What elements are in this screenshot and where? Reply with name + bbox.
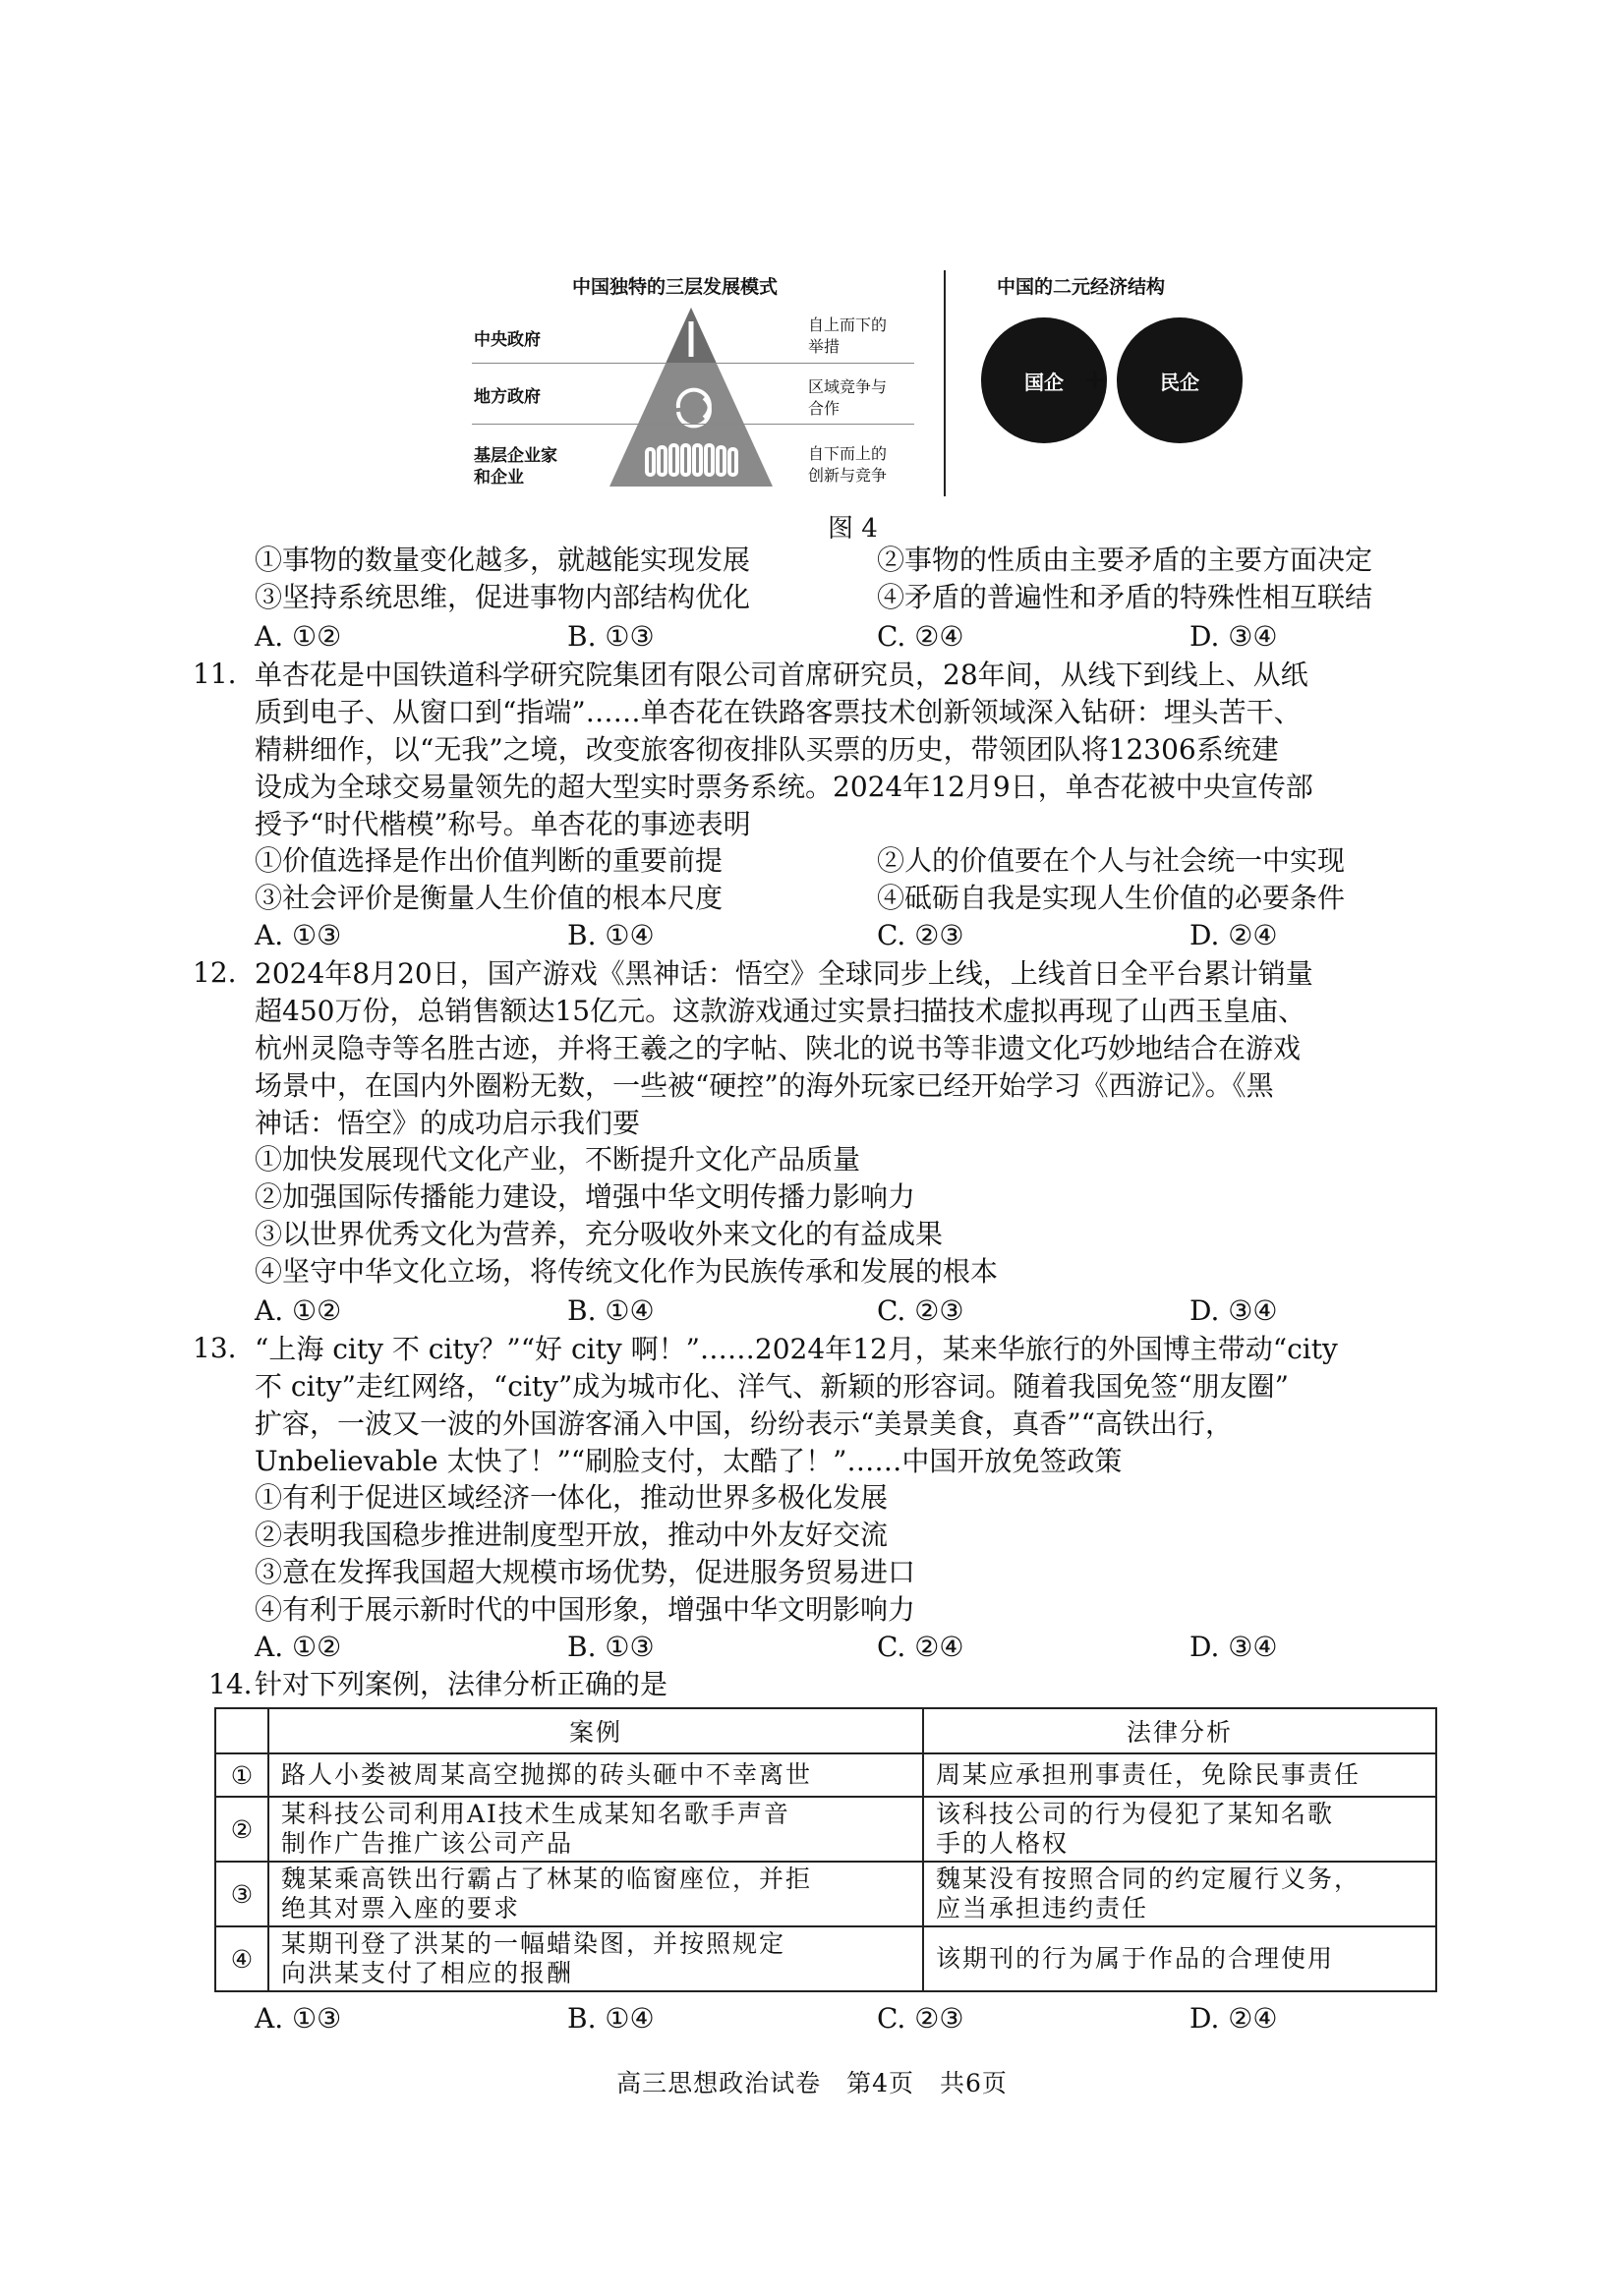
q12-number: 12. <box>193 956 237 989</box>
q12-stem-line: 杭州灵隐寺等名胜古迹，并将王羲之的字帖、陕北的说书等非遗文化巧妙地结合在游戏 <box>255 1032 1302 1064</box>
row-analysis-line: 手的人格权 <box>936 1829 1070 1858</box>
q12-option-4: ④坚守中华文化立场，将传统文化作为民族传承和发展的根本 <box>255 1255 999 1288</box>
table-row <box>215 1926 1436 1991</box>
level-central-government: 中央政府 <box>474 330 541 350</box>
q10-option-4: ④矛盾的普遍性和矛盾的特殊性相互联结 <box>877 581 1373 613</box>
q10-choice-c[interactable]: C. ②④ <box>877 620 964 653</box>
q14-choice-b[interactable]: B. ①④ <box>567 2002 655 2035</box>
row-index: ③ <box>215 1862 268 1926</box>
row-analysis <box>923 1862 1436 1926</box>
row-case-line: 制作广告推广该公司产品 <box>281 1829 574 1858</box>
divider-line <box>472 424 914 425</box>
level-desc-2-line2: 合作 <box>808 399 841 418</box>
table-row <box>215 1797 1436 1862</box>
q13-choice-a[interactable]: A. ①② <box>255 1631 342 1663</box>
level-grassroots-line2: 和企业 <box>474 468 524 488</box>
row-case <box>268 1926 923 1991</box>
row-index: ④ <box>215 1926 268 1991</box>
row-analysis: 周某应承担刑事责任，免除民事责任 <box>923 1753 1436 1797</box>
plus-sign: + <box>1083 363 1107 395</box>
q13-option-1: ①有利于促进区域经济一体化，推动世界多极化发展 <box>255 1481 889 1514</box>
q14-stem: 针对下列案例，法律分析正确的是 <box>255 1668 668 1700</box>
q11-option-2: ②人的价值要在个人与社会统一中实现 <box>877 844 1346 877</box>
state-enterprise-circle: 国企 <box>981 317 1107 443</box>
figure-left-title: 中国独特的三层发展模式 <box>572 276 779 298</box>
figure-caption: 图 4 <box>828 514 878 544</box>
divider-line <box>472 363 914 364</box>
q14-choice-d[interactable]: D. ②④ <box>1189 2002 1278 2035</box>
q14-choice-a[interactable]: A. ①③ <box>255 2002 342 2035</box>
level-desc-3-line1: 自下而上的 <box>808 444 888 463</box>
q10-option-3: ③坚持系统思维，促进事物内部结构优化 <box>255 581 751 613</box>
page-footer: 高三思想政治试卷 第4页 共6页 <box>616 2069 1008 2097</box>
table-row <box>215 1753 1436 1797</box>
table-row <box>215 1862 1436 1926</box>
level-local-government: 地方政府 <box>474 387 541 407</box>
q11-stem-line: 质到电子、从窗口到“指端”……单杏花在铁路客票技术创新领域深入钻研：埋头苦干、 <box>255 696 1302 728</box>
row-case-line: 某科技公司利用AI技术生成某知名歌手声音 <box>281 1800 790 1828</box>
q12-choice-c[interactable]: C. ②③ <box>877 1294 964 1327</box>
q12-stem-line: 场景中，在国内外圈粉无数，一些被“硬控”的海外玩家已经开始学习《西游记》。《黑 <box>255 1069 1274 1102</box>
row-case <box>268 1797 923 1862</box>
q13-stem-line: 不 city”走红网络，“city”成为城市化、洋气、新颖的形容词。随着我国免签“朋友圈” <box>255 1370 1289 1403</box>
q10-option-1: ①事物的数量变化越多，就越能实现发展 <box>255 544 751 576</box>
q13-choice-c[interactable]: C. ②④ <box>877 1631 964 1663</box>
q12-option-2: ②加强国际传播能力建设，增强中华文明传播力影响力 <box>255 1180 916 1213</box>
q11-choice-d[interactable]: D. ②④ <box>1189 919 1278 951</box>
q13-choice-b[interactable]: B. ①③ <box>567 1631 655 1663</box>
row-index: ① <box>215 1753 268 1797</box>
level-desc-1-line2: 举措 <box>808 337 841 356</box>
row-analysis: 该期刊的行为属于作品的合理使用 <box>923 1926 1436 1991</box>
q11-option-1: ①价值选择是作出价值判断的重要前提 <box>255 844 724 877</box>
row-case-line: 某期刊登了洪某的一幅蜡染图，并按照规定 <box>281 1929 786 1958</box>
row-case-line: 魏某乘高铁出行霸占了林某的临窗座位，并拒 <box>281 1865 813 1893</box>
level-grassroots-line1: 基层企业家 <box>474 446 557 466</box>
q12-stem-line: 2024年8月20日，国产游戏《黑神话：悟空》全球同步上线，上线首日全平台累计销量 <box>255 957 1313 990</box>
q13-stem-line: 扩容，一波又一波的外国游客涌入中国，纷纷表示“美景美食，真香”“高铁出行， <box>255 1407 1233 1440</box>
q11-option-4: ④砥砺自我是实现人生价值的必要条件 <box>877 882 1346 914</box>
level-desc-1-line1: 自上而下的 <box>808 316 888 334</box>
q13-option-4: ④有利于展示新时代的中国形象，增强中华文明影响力 <box>255 1593 916 1626</box>
q10-option-2: ②事物的性质由主要矛盾的主要方面决定 <box>877 544 1373 576</box>
q14-choice-c[interactable]: C. ②③ <box>877 2002 964 2035</box>
q11-number: 11. <box>193 658 237 690</box>
level-desc-2-line1: 区域竞争与 <box>808 377 888 396</box>
row-case-line: 向洪某支付了相应的报酬 <box>281 1959 574 1987</box>
q11-choice-c[interactable]: C. ②③ <box>877 919 964 951</box>
figure-separator <box>944 270 946 496</box>
level-desc-3-line2: 创新与竞争 <box>808 466 888 485</box>
private-enterprise-circle: 民企 <box>1117 317 1243 443</box>
row-case-line: 绝其对票入座的要求 <box>281 1894 521 1923</box>
q13-number: 13. <box>193 1332 237 1364</box>
q12-stem-line: 超450万份，总销售额达15亿元。这款游戏通过实景扫描技术虚拟再现了山西玉皇庙、 <box>255 995 1306 1027</box>
row-index: ② <box>215 1797 268 1862</box>
q13-choice-d[interactable]: D. ③④ <box>1189 1631 1278 1663</box>
q12-stem-line: 神话：悟空》的成功启示我们要 <box>255 1107 641 1139</box>
q12-option-1: ①加快发展现代文化产业，不断提升文化产品质量 <box>255 1143 861 1176</box>
q10-choice-a[interactable]: A. ①② <box>255 620 342 653</box>
q12-choice-b[interactable]: B. ①④ <box>567 1294 655 1327</box>
row-analysis <box>923 1797 1436 1862</box>
header-analysis: 法律分析 <box>923 1708 1436 1753</box>
table-header-row <box>215 1708 1436 1753</box>
row-case: 路人小娄被周某高空抛掷的砖头砸中不幸离世 <box>268 1753 923 1797</box>
q11-stem-line: 精耕细作，以“无我”之境，改变旅客彻夜排队买票的历史，带领团队将12306系统建 <box>255 733 1279 766</box>
header-index <box>215 1708 268 1753</box>
q10-choice-d[interactable]: D. ③④ <box>1189 620 1278 653</box>
q11-choice-a[interactable]: A. ①③ <box>255 919 342 951</box>
q13-option-3: ③意在发挥我国超大规模市场优势，促进服务贸易进口 <box>255 1556 916 1588</box>
q11-stem-line: 设成为全球交易量领先的超大型实时票务系统。2024年12月9日，单杏花被中央宣传部 <box>255 771 1313 803</box>
q12-option-3: ③以世界优秀文化为营养，充分吸收外来文化的有益成果 <box>255 1218 944 1250</box>
q12-choice-a[interactable]: A. ①② <box>255 1294 342 1327</box>
q14-number: 14. <box>208 1668 253 1700</box>
q11-option-3: ③社会评价是衡量人生价值的根本尺度 <box>255 882 724 914</box>
q11-stem-line: 单杏花是中国铁道科学研究院集团有限公司首席研究员，28年间，从线下到线上、从纸 <box>255 659 1308 691</box>
q13-option-2: ②表明我国稳步推进制度型开放，推动中外友好交流 <box>255 1519 889 1551</box>
q13-stem-line: “上海 city 不 city？”“好 city 啊！”……2024年12月，某来华旅行的外国博主带动“city <box>255 1333 1338 1365</box>
row-analysis-line: 魏某没有按照合同的约定履行义务， <box>936 1865 1362 1893</box>
figure-right-title: 中国的二元经济结构 <box>997 276 1166 298</box>
header-case: 案例 <box>268 1708 923 1753</box>
row-case <box>268 1862 923 1926</box>
law-case-table <box>214 1707 1437 1992</box>
q10-choice-b[interactable]: B. ①③ <box>567 620 655 653</box>
pyramid-diagram <box>462 260 973 506</box>
q12-choice-d[interactable]: D. ③④ <box>1189 1294 1278 1327</box>
q11-stem-line: 授予“时代楷模”称号。单杏花的事迹表明 <box>255 808 751 840</box>
row-analysis-line: 应当承担违约责任 <box>936 1894 1149 1923</box>
row-analysis-line: 该科技公司的行为侵犯了某知名歌 <box>936 1800 1335 1828</box>
figure-4 <box>462 260 1219 506</box>
q13-stem-line: Unbelievable 太快了！”“刷脸支付，太酷了！”……中国开放免签政策 <box>255 1445 1123 1477</box>
q11-choice-b[interactable]: B. ①④ <box>567 919 655 951</box>
